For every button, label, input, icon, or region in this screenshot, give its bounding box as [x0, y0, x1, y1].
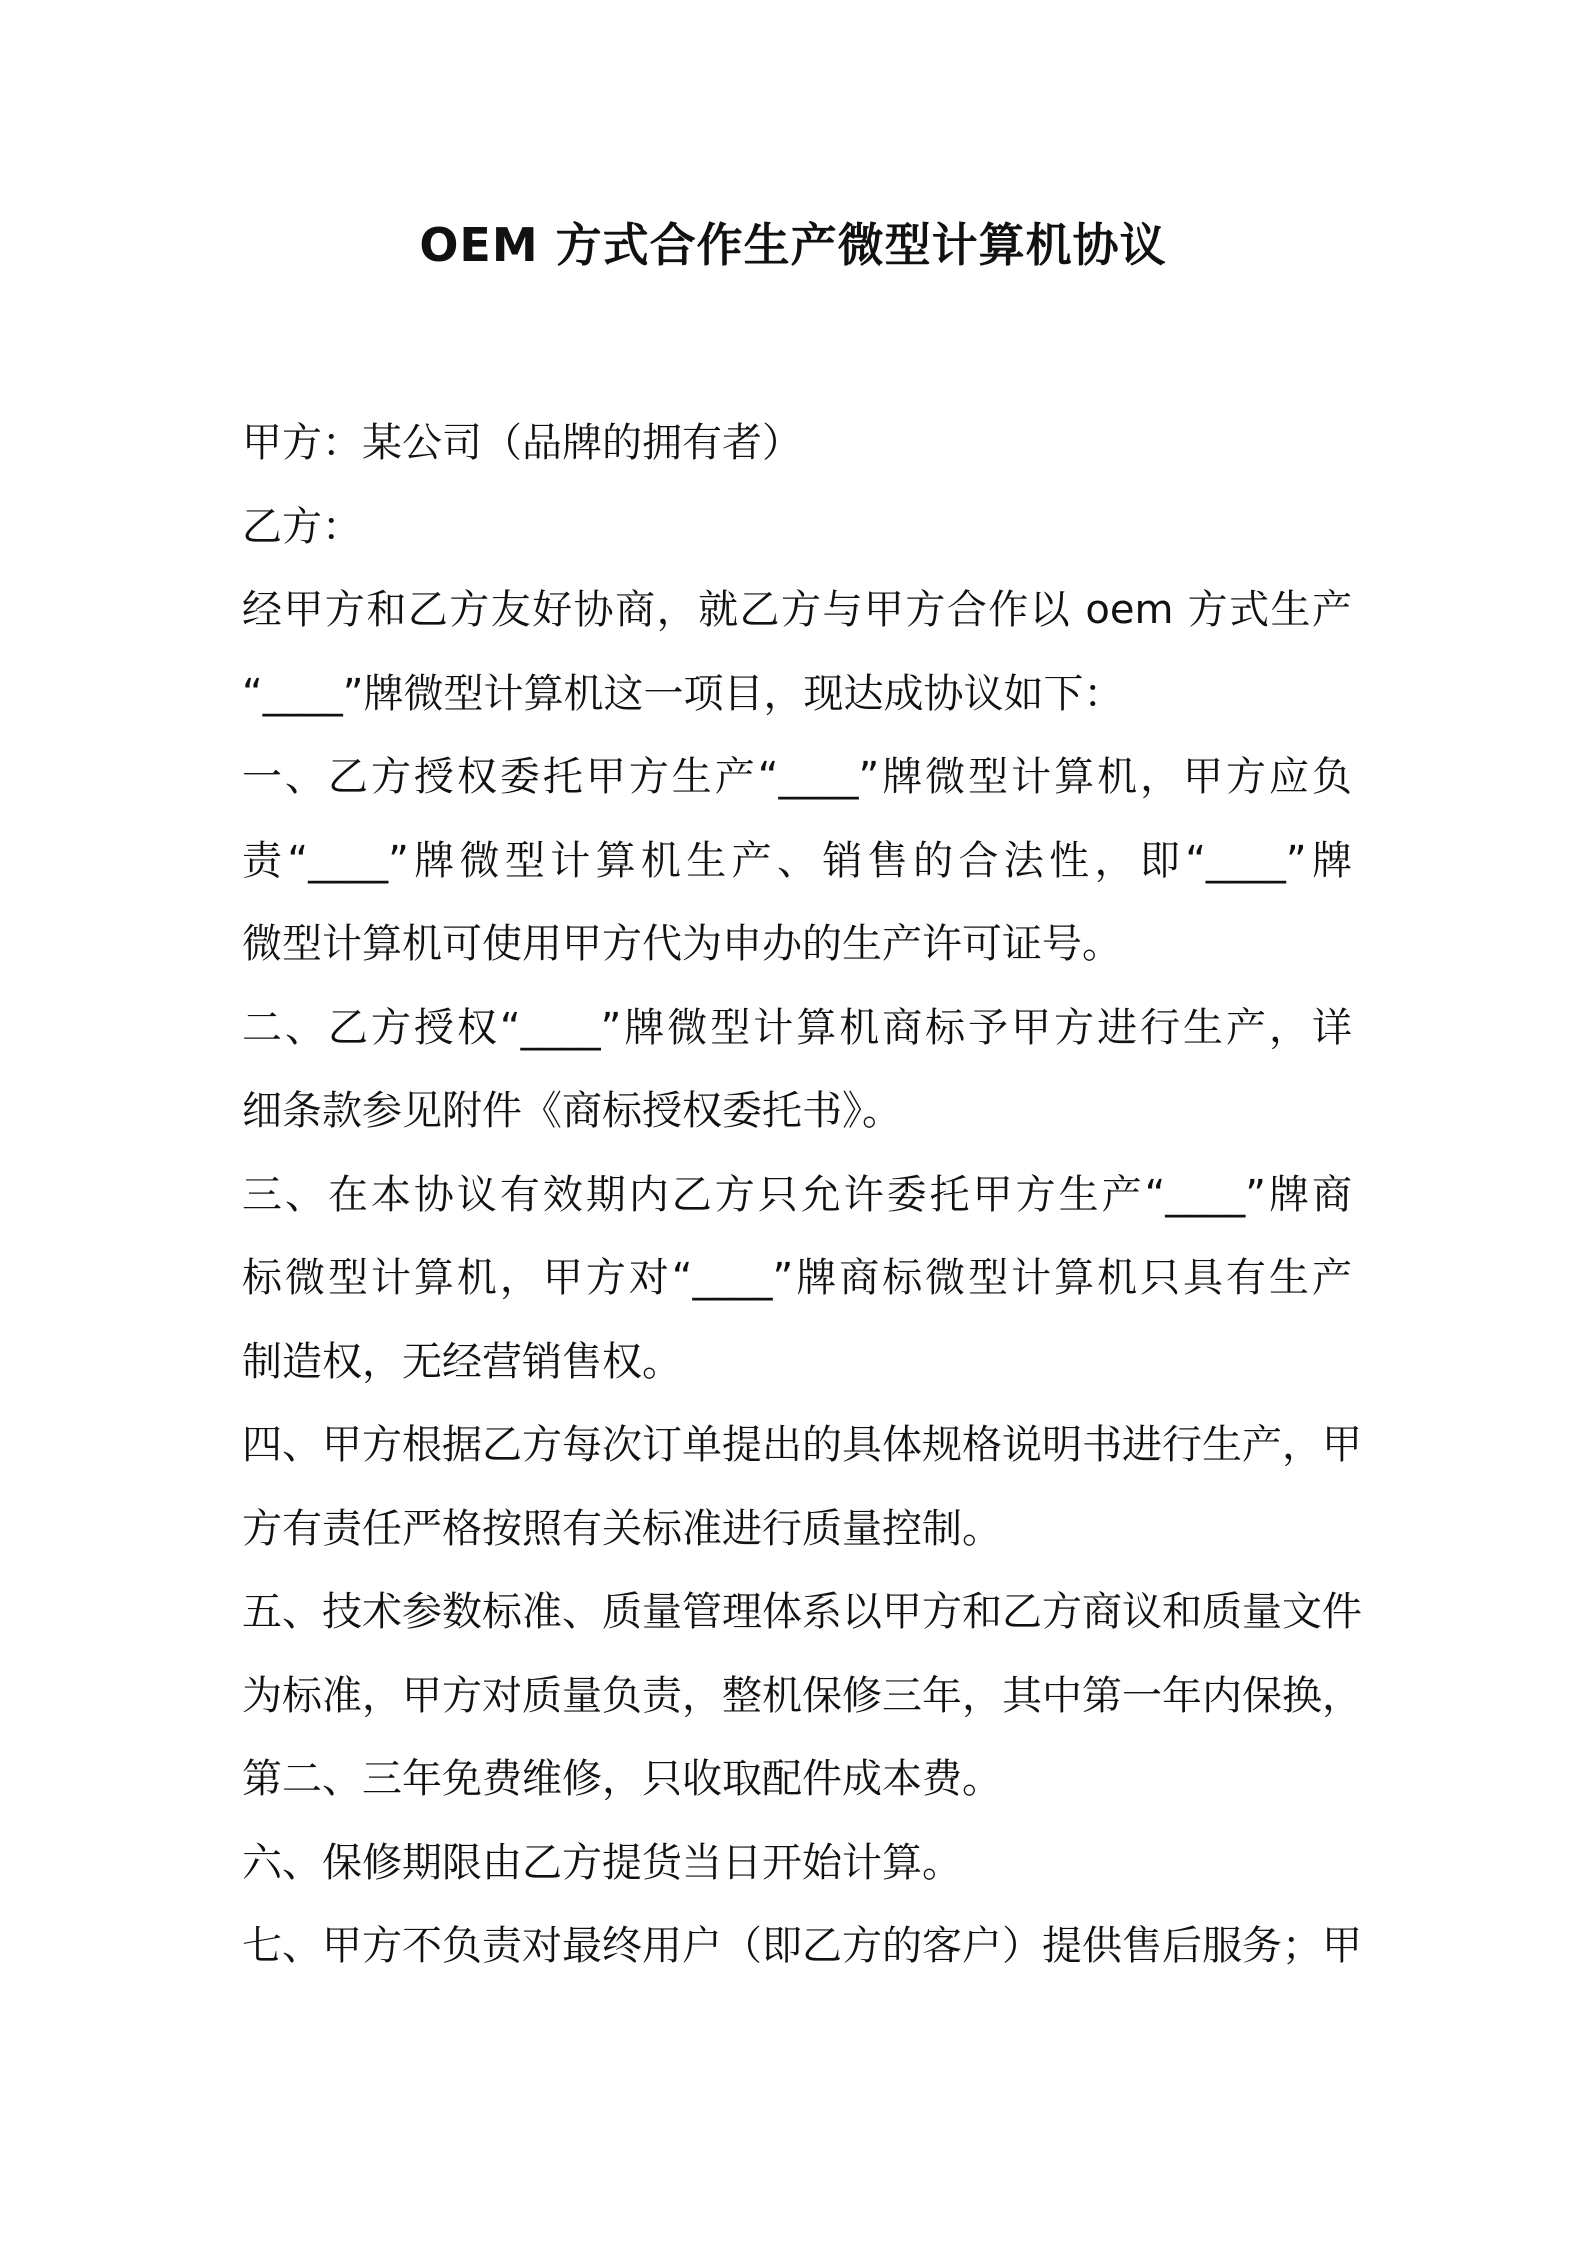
- agreement-line: 为标准，甲方对质量负责，整机保修三年，其中第一年内保换，: [242, 1672, 1362, 1719]
- agreement-line: 制造权，无经营销售权。: [242, 1338, 682, 1385]
- agreement-line: 三、在本协议有效期内乙方只允许委托甲方生产“____”牌商: [242, 1171, 1352, 1218]
- agreement-line: 甲方：某公司（品牌的拥有者）: [242, 420, 802, 466]
- agreement-line: 二、乙方授权“____”牌微型计算机商标予甲方进行生产，详: [242, 1004, 1352, 1051]
- agreement-line: 微型计算机可使用甲方代为申办的生产许可证号。: [242, 921, 1122, 967]
- agreement-line: 七、甲方不负责对最终用户（即乙方的客户）提供售后服务；甲: [242, 1923, 1362, 1969]
- agreement-line: 责“____”牌微型计算机生产、销售的合法性，即“____”牌: [242, 837, 1352, 884]
- agreement-line: 五、技术参数标准、质量管理体系以甲方和乙方商议和质量文件: [242, 1589, 1362, 1635]
- agreement-line: 方有责任严格按照有关标准进行质量控制。: [242, 1505, 1002, 1552]
- document-title: OEM 方式合作生产微型计算机协议: [419, 218, 1167, 272]
- agreement-line: 六、保修期限由乙方提货当日开始计算。: [242, 1839, 962, 1886]
- agreement-line: 标微型计算机，甲方对“____”牌商标微型计算机只具有生产: [242, 1255, 1352, 1301]
- agreement-body: [242, 402, 1362, 1989]
- agreement-line: “____”牌微型计算机这一项目，现达成协议如下：: [242, 670, 1124, 717]
- agreement-line: 四、甲方根据乙方每次订单提出的具体规格说明书进行生产，甲: [242, 1422, 1362, 1468]
- agreement-line: 乙方：: [242, 503, 362, 550]
- agreement-line: 一、乙方授权委托甲方生产“____”牌微型计算机，甲方应负: [242, 754, 1352, 800]
- agreement-line: 第二、三年免费维修，只收取配件成本费。: [242, 1756, 1002, 1802]
- agreement-line: 细条款参见附件《商标授权委托书》。: [242, 1088, 902, 1134]
- agreement-line: 经甲方和乙方友好协商，就乙方与甲方合作以 oem 方式生产: [242, 587, 1352, 633]
